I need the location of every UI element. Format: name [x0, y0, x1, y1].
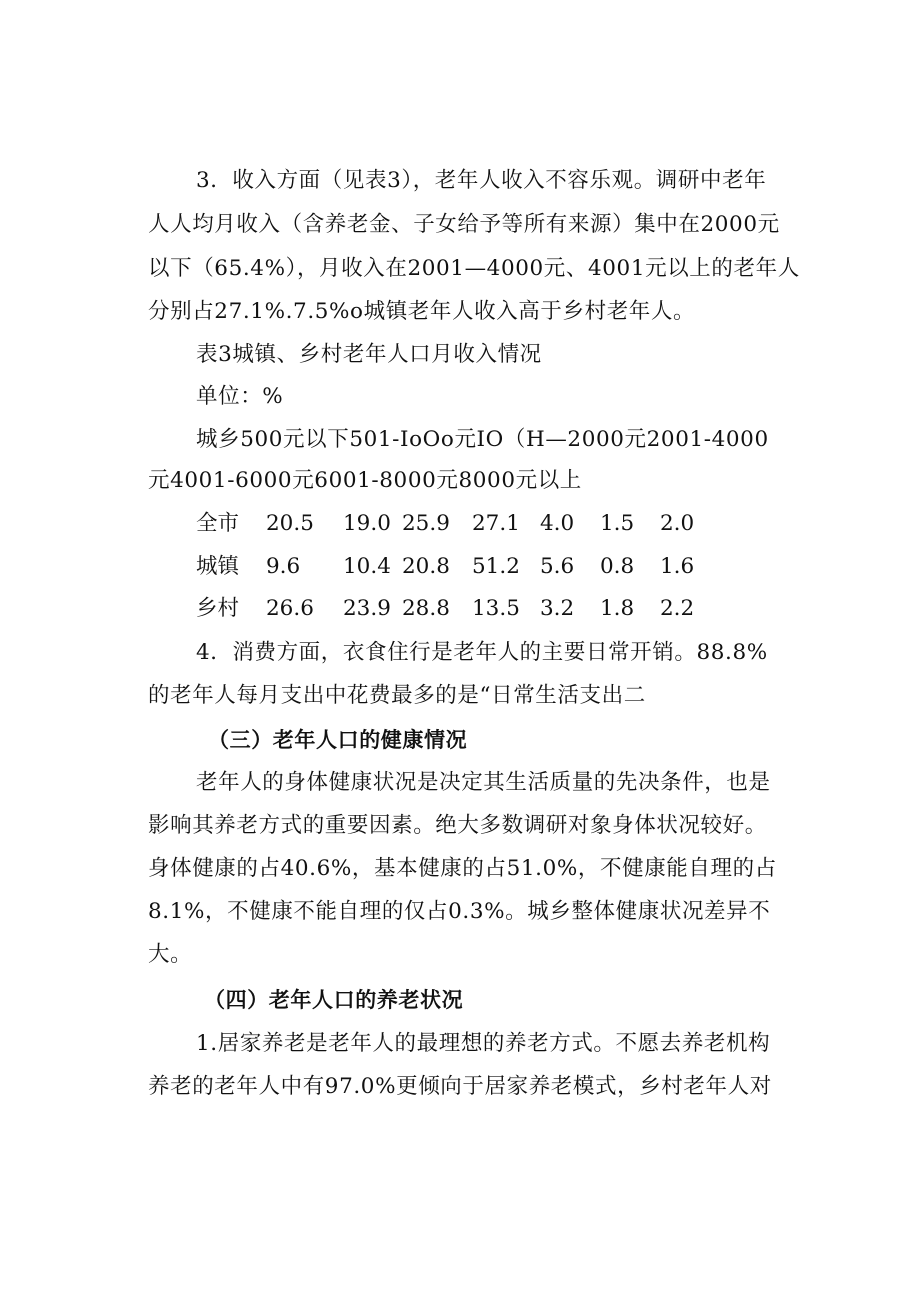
table-cell: 10.4	[343, 554, 391, 579]
paragraph-health-line-3: 身体健康的占40.6%，基本健康的占51.0%，不健康能自理的占	[148, 856, 777, 881]
row-label: 城镇	[196, 554, 240, 579]
table-cell: 2.2	[660, 596, 695, 621]
table-cell: 28.8	[402, 596, 450, 621]
table-cell: 20.8	[402, 554, 450, 579]
table-cell: 5.6	[540, 554, 575, 579]
table-cell: 2.0	[660, 511, 695, 536]
table-cell: 51.2	[472, 554, 520, 579]
table-cell: 0.8	[600, 554, 635, 579]
table-row	[0, 509, 920, 539]
table-cell: 1.5	[600, 511, 635, 536]
paragraph-health-line-2: 影响其养老方式的重要因素。绝大多数调研对象身体状况较好。	[148, 813, 767, 838]
table-unit: 单位：%	[196, 384, 284, 409]
paragraph-health-line-1: 老年人的身体健康状况是决定其生活质量的先决条件，也是	[196, 770, 771, 795]
table-cell: 4.0	[540, 511, 575, 536]
paragraph-care-line-1: 1.居家养老是老年人的最理想的养老方式。不愿去养老机构	[196, 1031, 771, 1056]
table-cell: 9.6	[266, 554, 301, 579]
table-caption: 表3城镇、乡村老年人口月收入情况	[196, 342, 542, 367]
paragraph-care-line-2: 养老的老年人中有97.0%更倾向于居家养老模式，乡村老年人对	[148, 1074, 772, 1099]
section-heading-care: （四）老年人口的养老状况	[204, 988, 464, 1012]
row-label: 乡村	[196, 596, 240, 621]
table-row	[0, 594, 920, 624]
table-cell: 19.0	[343, 511, 391, 536]
paragraph-consumption-line-2: 的老年人每月支出中花费最多的是“日常生活支出二	[148, 683, 646, 708]
table-cell: 27.1	[472, 511, 520, 536]
table-header-line-1: 城乡500元以下501-IoOo元IO（H—2000元2001-4000	[196, 427, 769, 452]
table-row	[0, 552, 920, 582]
table-cell: 3.2	[540, 596, 575, 621]
section-heading-health: （三）老年人口的健康情况	[208, 728, 468, 752]
table-cell: 1.8	[600, 596, 635, 621]
paragraph-consumption-line-1: 4．消费方面，衣食住行是老年人的主要日常开销。88.8%	[196, 640, 768, 665]
paragraph-income-line-1: 3．收入方面（见表3），老年人收入不容乐观。调研中老年	[196, 168, 767, 193]
paragraph-income-line-3: 以下（65.4%），月收入在2001—4000元、4001元以上的老年人	[148, 256, 800, 281]
row-label: 全市	[196, 511, 240, 536]
table-cell: 25.9	[402, 511, 450, 536]
table-cell: 20.5	[266, 511, 314, 536]
table-header-line-2: 元4001-6000元6001-8000元8000元以上	[148, 468, 582, 493]
paragraph-health-line-4: 8.1%，不健康不能自理的仅占0.3%。城乡整体健康状况差异不	[148, 899, 771, 924]
table-cell: 23.9	[343, 596, 391, 621]
paragraph-income-line-2: 人人均月收入（含养老金、子女给予等所有来源）集中在2000元	[148, 212, 780, 237]
paragraph-income-line-4: 分别占27.1%.7.5%o城镇老年人收入高于乡村老年人。	[148, 299, 696, 324]
table-cell: 26.6	[266, 596, 314, 621]
table-cell: 1.6	[660, 554, 695, 579]
paragraph-health-line-5: 大。	[148, 942, 193, 967]
table-cell: 13.5	[472, 596, 520, 621]
